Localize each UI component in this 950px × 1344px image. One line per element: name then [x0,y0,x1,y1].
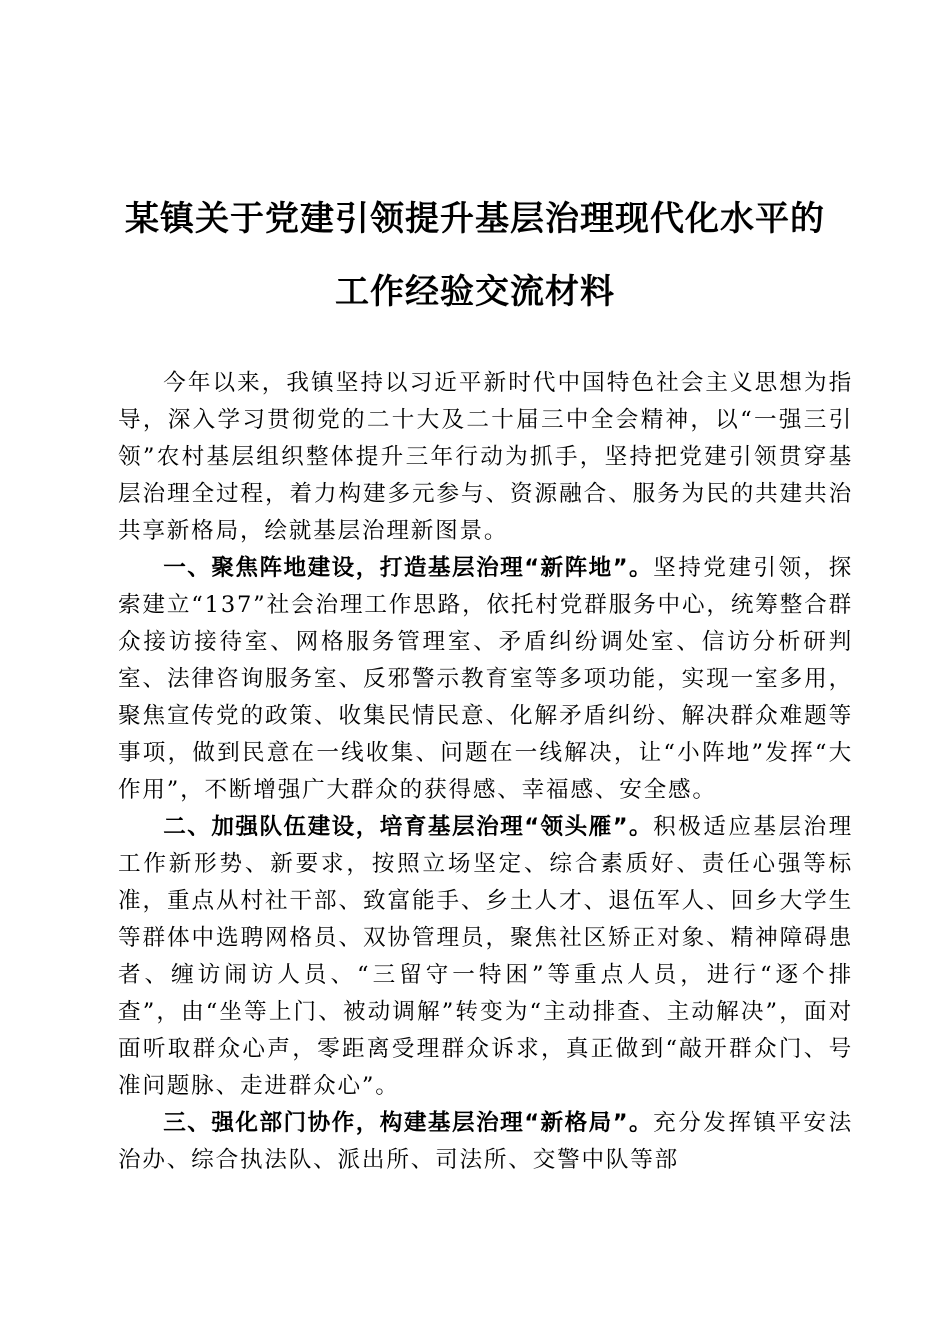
section-2-paragraph [118,809,853,1105]
section-1-text: 坚持党建引领，探索建立“137”社会治理工作思路，依托村党群服务中心，统筹整合群众接访接待室、网格服务管理室、矛盾纠纷调处室、信访分析研判室、法律咨询服务室、反邪警示教育室等多项功能，实现一室多用，聚焦宣传党的政策、收集民情民意、化解矛盾纠纷、解决群众难题等事项，做到民意在一线收集、问题在一线解决，让“小阵地”发挥“大作用”，不断增强广大群众的获得感、幸福感、安全感。 [118,555,853,803]
document-body [118,365,853,1179]
section-3-paragraph [118,1105,853,1179]
intro-paragraph: 今年以来，我镇坚持以习近平新时代中国特色社会主义思想为指导，深入学习贯彻党的二十大及二十届三中全会精神，以“一强三引领”农村基层组织整体提升三年行动为抓手，坚持把党建引领贯穿基层治理全过程，着力构建多元参与、资源融合、服务为民的共建共治共享新格局，绘就基层治理新图景。 [118,370,853,544]
section-2-text: 积极适应基层治理工作新形势、新要求，按照立场坚定、综合素质好、责任心强等标准，重点从村社干部、致富能手、乡土人才、退伍军人、回乡大学生等群体中选聘网格员、双协管理员，聚焦社区矫正对象、精神障碍患者、缠访闹访人员、“三留守一特困”等重点人员，进行“逐个排查”，由“坐等上门、被动调解”转变为“主动排查、主动解决”，面对面听取群众心声，零距离受理群众诉求，真正做到“敲开群众门、号准问题脉、走进群众心”。 [118,814,853,1099]
section-1-paragraph [118,550,853,809]
document-title-line-2: 工作经验交流材料 [335,272,615,312]
document-title-line-1: 某镇关于党建引领提升基层治理现代化水平的 [125,199,825,239]
section-1-heading: 一、聚焦阵地建设，打造基层治理“新阵地”。 [163,555,654,581]
section-3-text: 充分发挥镇平安法治办、综合执法队、派出所、司法所、交警中队等部 [118,1110,853,1173]
section-2-heading: 二、加强队伍建设，培育基层治理“领头雁”。 [163,814,654,840]
section-3-heading: 三、强化部门协作，构建基层治理“新格局”。 [163,1110,654,1136]
